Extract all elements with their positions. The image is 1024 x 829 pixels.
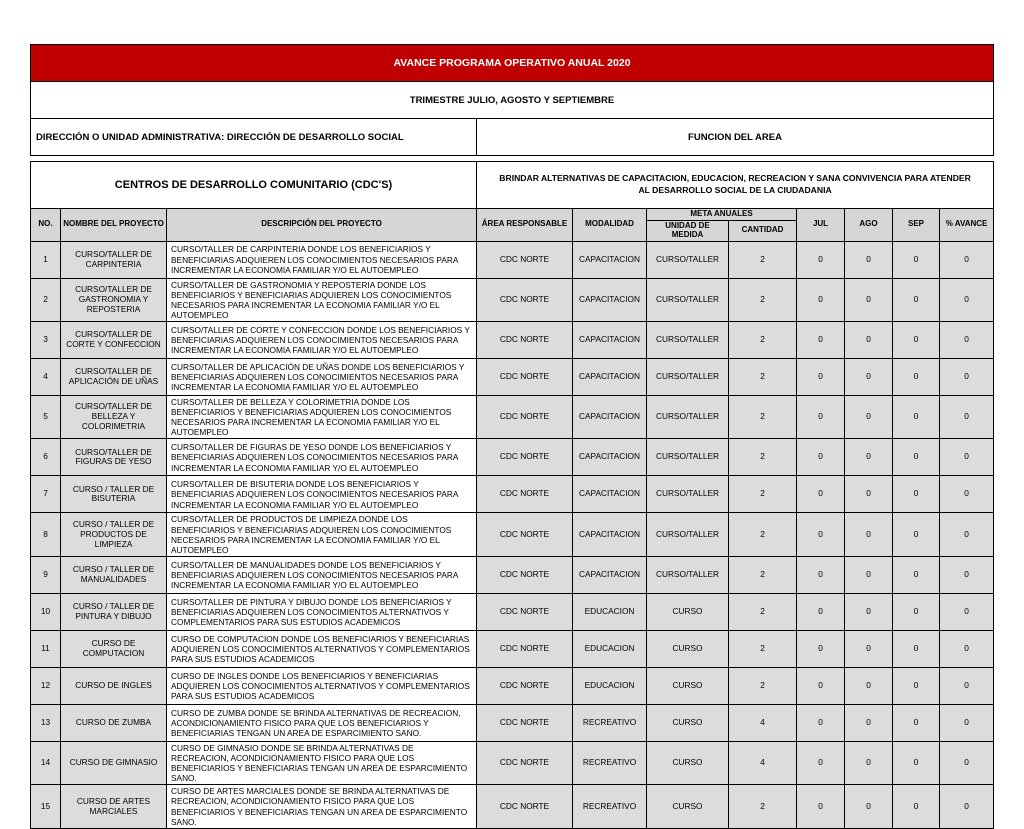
cell-no: 1	[31, 241, 61, 278]
table-row	[31, 741, 994, 784]
cell-ago: 0	[845, 741, 893, 784]
cell-avance: 0	[940, 667, 994, 704]
cell-nombre: CURSO / TALLER DE PRODUCTOS DE LIMPIEZA	[61, 513, 167, 556]
cell-nombre: CURSO / TALLER DE BISUTERIA	[61, 476, 167, 513]
cell-no: 11	[31, 630, 61, 667]
cell-avance: 0	[940, 556, 994, 593]
cell-unidad: CURSO/TALLER	[647, 278, 729, 321]
cell-sep: 0	[893, 241, 940, 278]
cell-descripcion: CURSO/TALLER DE APLICACIÓN DE UÑAS DONDE LOS BENEFICIARIOS Y BENEFICIARIAS ADQUIEREN LOS CONOCIMIENTOS NECESARIOS PARA INCREMENTAR LA ECONOMIA FAMILIAR Y/O EL AUTOEMPLEO	[167, 359, 477, 396]
cell-nombre: CURSO DE COMPUTACION	[61, 630, 167, 667]
col-header-unidad-medida: UNIDAD DE MEDIDA	[647, 221, 729, 242]
cell-descripcion: CURSO/TALLER DE BISUTERIA DONDE LOS BENEFICIARIOS Y BENEFICIARIAS ADQUIEREN LOS CONOCIMIENTOS NECESARIOS PARA INCREMENTAR LA ECONOMIA FAMILIAR Y/O EL AUTOEMPLEO	[167, 476, 477, 513]
cell-cantidad: 2	[729, 513, 797, 556]
cell-area: CDC NORTE	[477, 630, 573, 667]
table-row	[31, 785, 994, 828]
cell-area: CDC NORTE	[477, 359, 573, 396]
cell-avance: 0	[940, 322, 994, 359]
table-row	[31, 278, 994, 321]
cell-ago: 0	[845, 241, 893, 278]
cell-cantidad: 2	[729, 359, 797, 396]
cell-unidad: CURSO/TALLER	[647, 513, 729, 556]
cell-cantidad: 2	[729, 278, 797, 321]
cell-nombre: CURSO / TALLER DE PINTURA Y DIBUJO	[61, 593, 167, 630]
cell-jul: 0	[797, 241, 845, 278]
cell-modalidad: CAPACITACION	[573, 556, 647, 593]
cell-sep: 0	[893, 476, 940, 513]
cell-cantidad: 2	[729, 667, 797, 704]
cell-no: 13	[31, 704, 61, 741]
cell-nombre: CURSO DE INGLES	[61, 667, 167, 704]
cell-avance: 0	[940, 741, 994, 784]
cell-ago: 0	[845, 322, 893, 359]
cell-avance: 0	[940, 396, 994, 439]
cell-descripcion: CURSO/TALLER DE MANUALIDADES DONDE LOS BENEFICIARIOS Y BENEFICIARIAS ADQUIEREN LOS CONOCIMIENTOS NECESARIOS PARA INCREMENTAR LA ECONOMIA FAMILIAR Y/O EL AUTOEMPLEO	[167, 556, 477, 593]
cell-cantidad: 2	[729, 593, 797, 630]
cell-no: 3	[31, 322, 61, 359]
cell-area: CDC NORTE	[477, 704, 573, 741]
cell-avance: 0	[940, 439, 994, 476]
cell-modalidad: CAPACITACION	[573, 322, 647, 359]
cell-nombre: CURSO/TALLER DE BELLEZA Y COLORIMETRIA	[61, 396, 167, 439]
cell-descripcion: CURSO/TALLER DE BELLEZA Y COLORIMETRIA DONDE LOS BENEFICIARIOS Y BENEFICIARIAS ADQUIEREN LOS CONOCIMIENTOS NECESARIOS PARA INCREMENTAR LA ECONOMIA FAMILIAR Y/O EL AUTOEMPLEO	[167, 396, 477, 439]
cell-sep: 0	[893, 593, 940, 630]
cell-jul: 0	[797, 359, 845, 396]
table-row	[31, 630, 994, 667]
cell-descripcion: CURSO/TALLER DE FIGURAS DE YESO DONDE LOS BENEFICIARIOS Y BENEFICIARIAS ADQUIEREN LOS CONOCIMIENTOS NECESARIOS PARA INCREMENTAR LA ECONOMIA FAMILIAR Y/O EL AUTOEMPLEO	[167, 439, 477, 476]
cell-modalidad: CAPACITACION	[573, 439, 647, 476]
cell-no: 14	[31, 741, 61, 784]
cell-ago: 0	[845, 667, 893, 704]
cell-nombre: CURSO/TALLER DE GASTRONOMIA Y REPOSTERIA	[61, 278, 167, 321]
cell-area: CDC NORTE	[477, 556, 573, 593]
table-row	[31, 241, 994, 278]
cell-nombre: CURSO/TALLER DE CORTE Y CONFECCION	[61, 322, 167, 359]
cell-modalidad: RECREATIVO	[573, 704, 647, 741]
cell-unidad: CURSO/TALLER	[647, 359, 729, 396]
cell-cantidad: 2	[729, 476, 797, 513]
cell-modalidad: CAPACITACION	[573, 476, 647, 513]
cell-cantidad: 2	[729, 630, 797, 667]
cell-area: CDC NORTE	[477, 278, 573, 321]
table-row	[31, 593, 994, 630]
cell-no: 2	[31, 278, 61, 321]
cell-unidad: CURSO/TALLER	[647, 439, 729, 476]
cell-ago: 0	[845, 476, 893, 513]
cell-modalidad: CAPACITACION	[573, 359, 647, 396]
cell-cantidad: 2	[729, 439, 797, 476]
cell-ago: 0	[845, 359, 893, 396]
cell-area: CDC NORTE	[477, 241, 573, 278]
cell-cantidad: 2	[729, 785, 797, 828]
col-header-area: ÁREA RESPONSABLE	[477, 209, 573, 242]
cell-modalidad: CAPACITACION	[573, 396, 647, 439]
table-row	[31, 359, 994, 396]
cell-ago: 0	[845, 396, 893, 439]
cell-no: 10	[31, 593, 61, 630]
table-row	[31, 476, 994, 513]
cell-ago: 0	[845, 439, 893, 476]
trimester-label: TRIMESTRE JULIO, AGOSTO Y SEPTIEMBRE	[31, 82, 994, 119]
cell-area: CDC NORTE	[477, 439, 573, 476]
cell-jul: 0	[797, 630, 845, 667]
cell-nombre: CURSO/TALLER DE CARPINTERIA	[61, 241, 167, 278]
cell-no: 5	[31, 396, 61, 439]
admin-unit-label: DIRECCIÓN O UNIDAD ADMINISTRATIVA: DIRECCIÓN DE DESARROLLO SOCIAL	[31, 119, 477, 156]
report-title-banner: AVANCE PROGRAMA OPERATIVO ANUAL 2020	[31, 45, 994, 82]
cell-sep: 0	[893, 322, 940, 359]
cell-sep: 0	[893, 630, 940, 667]
cell-nombre: CURSO DE ARTES MARCIALES	[61, 785, 167, 828]
cell-sep: 0	[893, 785, 940, 828]
cell-descripcion: CURSO DE INGLES DONDE LOS BENEFICIARIOS Y BENEFICIARIAS ADQUIEREN LOS CONOCIMIENTOS ALTERNATIVOS Y COMPLEMENTARIOS PARA SUS ESTUDIOS ACADEMICOS	[167, 667, 477, 704]
cell-no: 6	[31, 439, 61, 476]
cell-sep: 0	[893, 741, 940, 784]
cell-sep: 0	[893, 513, 940, 556]
cell-descripcion: CURSO DE ARTES MARCIALES DONDE SE BRINDA ALTERNATIVAS DE RECREACION, ACONDICIONAMIENTO FISICO PARA QUE LOS BENEFICIARIOS Y BENEFICIARIAS TENGAN UN AREA DE ESPARCIMIENTO SANO.	[167, 785, 477, 828]
cell-unidad: CURSO/TALLER	[647, 322, 729, 359]
cell-area: CDC NORTE	[477, 322, 573, 359]
cell-no: 15	[31, 785, 61, 828]
cell-jul: 0	[797, 593, 845, 630]
cell-unidad: CURSO	[647, 785, 729, 828]
cell-avance: 0	[940, 593, 994, 630]
table-row	[31, 556, 994, 593]
cell-sep: 0	[893, 556, 940, 593]
cell-jul: 0	[797, 556, 845, 593]
cell-sep: 0	[893, 667, 940, 704]
cell-avance: 0	[940, 476, 994, 513]
cell-jul: 0	[797, 741, 845, 784]
cell-no: 9	[31, 556, 61, 593]
cell-sep: 0	[893, 396, 940, 439]
col-header-nombre: NOMBRE DEL PROYECTO	[61, 209, 167, 242]
cell-cantidad: 2	[729, 322, 797, 359]
cell-jul: 0	[797, 278, 845, 321]
cell-avance: 0	[940, 630, 994, 667]
cell-no: 7	[31, 476, 61, 513]
cell-avance: 0	[940, 704, 994, 741]
table-row	[31, 513, 994, 556]
col-header-no: NO.	[31, 209, 61, 242]
section-title: CENTROS DE DESARROLLO COMUNITARIO (CDC'S)	[31, 162, 477, 209]
cell-jul: 0	[797, 667, 845, 704]
funcion-area-header: FUNCION DEL AREA	[477, 119, 994, 156]
cell-descripcion: CURSO/TALLER DE PRODUCTOS DE LIMPIEZA DONDE LOS BENEFICIARIOS Y BENEFICIARIAS ADQUIEREN LOS CONOCIMIENTOS NECESARIOS PARA INCREMENTAR LA ECONOMIA FAMILIAR Y/O EL AUTOEMPLEO	[167, 513, 477, 556]
cell-unidad: CURSO	[647, 593, 729, 630]
cell-nombre: CURSO DE GIMNASIO	[61, 741, 167, 784]
cell-unidad: CURSO/TALLER	[647, 241, 729, 278]
cell-ago: 0	[845, 278, 893, 321]
cell-no: 8	[31, 513, 61, 556]
cell-area: CDC NORTE	[477, 396, 573, 439]
col-header-meta-anuales: META ANUALES	[647, 209, 797, 221]
report-sheet	[30, 44, 993, 829]
cell-modalidad: CAPACITACION	[573, 513, 647, 556]
funcion-area-text: BRINDAR ALTERNATIVAS DE CAPACITACION, EDUCACION, RECREACION Y SANA CONVIVENCIA PARA ATENDER AL DESARROLLO SOCIAL DE LA CIUDADANIA	[477, 162, 994, 209]
cell-modalidad: CAPACITACION	[573, 278, 647, 321]
col-header-jul: JUL	[797, 209, 845, 242]
cell-descripcion: CURSO DE COMPUTACION DONDE LOS BENEFICIARIOS Y BENEFICIARIAS ADQUIEREN LOS CONOCIMIENTOS ALTERNATIVOS Y COMPLEMENTARIOS PARA SUS ESTUDIOS ACADEMICOS	[167, 630, 477, 667]
title-table	[30, 44, 994, 156]
cell-unidad: CURSO	[647, 630, 729, 667]
cell-nombre: CURSO/TALLER DE APLICACIÓN DE UÑAS	[61, 359, 167, 396]
cell-no: 12	[31, 667, 61, 704]
cell-jul: 0	[797, 322, 845, 359]
cell-modalidad: EDUCACION	[573, 593, 647, 630]
cell-avance: 0	[940, 513, 994, 556]
cell-unidad: CURSO/TALLER	[647, 396, 729, 439]
table-row	[31, 704, 994, 741]
cell-area: CDC NORTE	[477, 476, 573, 513]
cell-sep: 0	[893, 439, 940, 476]
cell-modalidad: RECREATIVO	[573, 741, 647, 784]
table-row	[31, 667, 994, 704]
cell-descripcion: CURSO DE GIMNASIO DONDE SE BRINDA ALTERNATIVAS DE RECREACION, ACONDICIONAMIENTO FISICO PARA QUE LOS BENEFICIARIOS Y BENEFICIARIAS TENGAN UN AREA DE ESPARCIMIENTO SANO.	[167, 741, 477, 784]
cell-area: CDC NORTE	[477, 667, 573, 704]
cell-sep: 0	[893, 359, 940, 396]
cell-sep: 0	[893, 704, 940, 741]
col-header-descripcion: DESCRIPCIÓN DEL PROYECTO	[167, 209, 477, 242]
table-row	[31, 322, 994, 359]
cell-jul: 0	[797, 785, 845, 828]
cell-avance: 0	[940, 785, 994, 828]
cell-ago: 0	[845, 513, 893, 556]
cell-unidad: CURSO	[647, 667, 729, 704]
cell-jul: 0	[797, 476, 845, 513]
cell-unidad: CURSO/TALLER	[647, 476, 729, 513]
col-header-ago: AGO	[845, 209, 893, 242]
cell-modalidad: EDUCACION	[573, 630, 647, 667]
cell-cantidad: 4	[729, 704, 797, 741]
cell-area: CDC NORTE	[477, 513, 573, 556]
cell-ago: 0	[845, 704, 893, 741]
cell-modalidad: RECREATIVO	[573, 785, 647, 828]
col-header-cantidad: CANTIDAD	[729, 221, 797, 242]
cell-avance: 0	[940, 241, 994, 278]
table-row	[31, 439, 994, 476]
cell-area: CDC NORTE	[477, 593, 573, 630]
cell-descripcion: CURSO DE ZUMBA DONDE SE BRINDA ALTERNATIVAS DE RECREACION, ACONDICIONAMIENTO FISICO PARA QUE LOS BENEFICIARIOS Y BENEFICIARIAS TENGAN UN AREA DE ESPARCIMIENTO SANO.	[167, 704, 477, 741]
cell-nombre: CURSO DE ZUMBA	[61, 704, 167, 741]
table-row	[31, 396, 994, 439]
cell-descripcion: CURSO/TALLER DE CARPINTERIA DONDE LOS BENEFICIARIOS Y BENEFICIARIAS ADQUIEREN LOS CONOCIMIENTOS NECESARIOS PARA INCREMENTAR LA ECONOMIA FAMILIAR Y/O EL AUTOEMPLEO	[167, 241, 477, 278]
cell-unidad: CURSO/TALLER	[647, 556, 729, 593]
cell-no: 4	[31, 359, 61, 396]
cell-avance: 0	[940, 359, 994, 396]
col-header-modalidad: MODALIDAD	[573, 209, 647, 242]
cell-area: CDC NORTE	[477, 785, 573, 828]
cell-descripcion: CURSO/TALLER DE CORTE Y CONFECCION DONDE LOS BENEFICIARIOS Y BENEFICIARIAS ADQUIEREN LOS CONOCIMIENTOS NECESARIOS PARA INCREMENTAR LA ECONOMIA FAMILIAR Y/O EL AUTOEMPLEO	[167, 322, 477, 359]
cell-unidad: CURSO	[647, 741, 729, 784]
cell-ago: 0	[845, 556, 893, 593]
projects-table	[30, 161, 994, 829]
cell-modalidad: CAPACITACION	[573, 241, 647, 278]
cell-cantidad: 2	[729, 396, 797, 439]
cell-modalidad: EDUCACION	[573, 667, 647, 704]
cell-jul: 0	[797, 439, 845, 476]
cell-jul: 0	[797, 396, 845, 439]
col-header-sep: SEP	[893, 209, 940, 242]
cell-avance: 0	[940, 278, 994, 321]
cell-jul: 0	[797, 704, 845, 741]
cell-cantidad: 2	[729, 556, 797, 593]
cell-jul: 0	[797, 513, 845, 556]
cell-nombre: CURSO / TALLER DE MANUALIDADES	[61, 556, 167, 593]
cell-descripcion: CURSO/TALLER DE PINTURA Y DIBUJO DONDE LOS BENEFICIARIOS Y BENEFICIARIAS ADQUIEREN LOS CONOCIMIENTOS ALTERNATIVOS Y COMPLEMENTARIOS PARA SUS ESTUDIOS ACADEMICOS	[167, 593, 477, 630]
cell-cantidad: 4	[729, 741, 797, 784]
cell-ago: 0	[845, 785, 893, 828]
projects-table-body	[31, 241, 994, 828]
cell-unidad: CURSO	[647, 704, 729, 741]
cell-cantidad: 2	[729, 241, 797, 278]
cell-ago: 0	[845, 630, 893, 667]
cell-area: CDC NORTE	[477, 741, 573, 784]
col-header-avance: % AVANCE	[940, 209, 994, 242]
cell-descripcion: CURSO/TALLER DE GASTRONOMIA Y REPOSTERIA DONDE LOS BENEFICIARIOS Y BENEFICIARIAS ADQUIEREN LOS CONOCIMIENTOS NECESARIOS PARA INCREMENTAR LA ECONOMIA FAMILIAR Y/O EL AUTOEMPLEO	[167, 278, 477, 321]
cell-nombre: CURSO/TALLER DE FIGURAS DE YESO	[61, 439, 167, 476]
cell-ago: 0	[845, 593, 893, 630]
cell-sep: 0	[893, 278, 940, 321]
